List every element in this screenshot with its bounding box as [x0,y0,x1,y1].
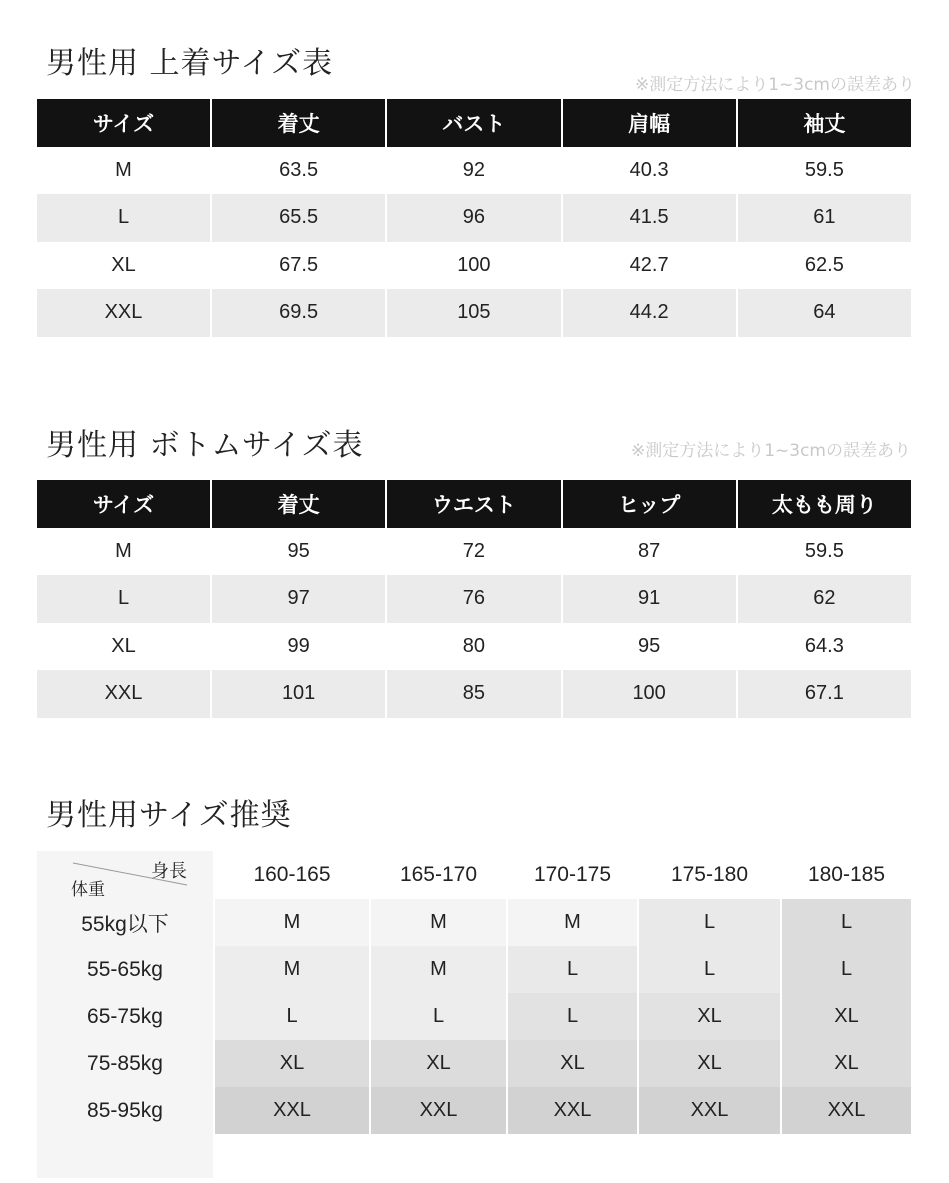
header-cell: ヒップ [563,480,736,528]
table-cell: XL [111,634,136,657]
height-range-header: 180-185 [807,863,886,886]
table-cell: 97 [212,575,385,623]
recommended-size-cell: L [508,946,637,993]
table-cell: 41.5 [563,194,736,242]
recommended-size-cell: XXL [782,1087,911,1134]
table-row [37,242,911,290]
recommended-size-cell: XL [508,1040,637,1087]
table-cell: 64 [738,289,911,337]
recommended-size-cell: XXL [639,1087,780,1134]
table-cell: 40.3 [629,158,669,181]
table-row [37,147,911,195]
table-row [37,194,911,242]
table-cell: 91 [563,575,736,623]
recommended-size-cell: XL [639,1040,780,1087]
weight-range-label: 65-75kg [87,1004,163,1028]
table-cell: M [115,158,132,181]
weight-range-label: 55kg以下 [81,912,169,936]
table-header-row [37,99,911,147]
weight-range-label: 55-65kg [87,957,163,981]
header-cell: 着丈 [212,480,385,528]
height-range-header: 175-180 [670,863,749,886]
table-cell: 99 [287,634,310,657]
header-cell: サイズ [37,480,210,528]
table-cell: 65.5 [212,194,385,242]
recommended-size-cell: L [639,946,780,993]
table-cell: 92 [462,158,485,181]
table-cell: 76 [387,575,560,623]
table-header-row [37,480,911,528]
height-range-header: 160-165 [253,863,331,886]
header-cell: 太もも周り [738,480,911,528]
weight-range-label: 85-95kg [87,1098,163,1122]
recommended-size-cell: L [782,946,911,993]
top-size-table [37,99,911,337]
table-cell: 96 [387,194,560,242]
recommended-size-cell: XL [371,1040,506,1087]
height-axis-label: 身長 [151,861,187,882]
header-cell: ウエスト [387,480,560,528]
table-cell: 100 [457,253,491,276]
height-range-header: 170-175 [533,863,612,886]
recommended-size-cell: XXL [371,1087,506,1134]
table-cell: 87 [638,539,661,562]
table-cell: 62 [738,575,911,623]
recommended-size-cell: M [215,946,369,993]
header-cell: 着丈 [212,99,385,147]
table-cell: XXL [37,289,210,337]
recommended-size-cell: M [508,899,637,946]
top-size-table-title: 男性用 上着サイズ表 [46,46,334,81]
table-cell: XL [111,253,136,276]
table-cell: 105 [387,289,560,337]
recommended-size-cell: L [508,993,637,1040]
size-recommendation-grid [37,851,911,1178]
table-cell: 67.1 [738,670,911,718]
top-measurement-note: ※測定方法により1~3cmの誤差あり [634,75,915,95]
recommended-size-cell: XL [782,1040,911,1087]
bottom-measurement-note: ※測定方法により1~3cmの誤差あり [630,441,911,461]
header-cell: 袖丈 [738,99,911,147]
recommended-size-cell: XL [639,993,780,1040]
table-cell: 72 [462,539,485,562]
recommended-size-cell: XXL [508,1087,637,1134]
table-row [37,670,911,718]
table-row [37,623,911,671]
table-cell: L [37,194,210,242]
table-cell: 42.7 [629,253,669,276]
table-cell: 80 [462,634,485,657]
table-row [37,289,911,337]
header-cell: バスト [387,99,560,147]
weight-axis-label: 体重 [71,880,105,900]
recommended-size-cell: XL [782,993,911,1040]
table-cell: M [115,539,132,562]
table-cell: 59.5 [804,539,844,562]
table-cell: 59.5 [804,158,844,181]
table-row [37,528,911,576]
recommended-size-cell: L [782,899,911,946]
table-cell: 95 [638,634,661,657]
recommended-size-cell: M [371,899,506,946]
size-recommendation-title: 男性用サイズ推奨 [46,798,292,833]
recommended-size-cell: L [371,993,506,1040]
recommended-size-cell: L [215,993,369,1040]
table-cell: 69.5 [212,289,385,337]
recommended-size-cell: XL [215,1040,369,1087]
table-cell: 62.5 [804,253,844,276]
table-cell: XXL [37,670,210,718]
table-cell: 67.5 [279,253,319,276]
bottom-size-table-title: 男性用 ボトムサイズ表 [46,428,364,463]
table-cell: 101 [212,670,385,718]
table-cell: 85 [387,670,560,718]
weight-range-label: 75-85kg [87,1051,163,1075]
header-cell: サイズ [37,99,210,147]
table-cell: 61 [738,194,911,242]
recommended-size-cell: L [639,899,780,946]
table-cell: 95 [287,539,310,562]
table-cell: 63.5 [279,158,319,181]
table-row [37,575,911,623]
recommended-size-cell: M [371,946,506,993]
header-cell: 肩幅 [563,99,736,147]
recommended-size-cell: XXL [215,1087,369,1134]
bottom-size-table [37,480,911,718]
table-cell: L [37,575,210,623]
table-cell: 100 [563,670,736,718]
corner-header [37,851,213,899]
table-cell: 64.3 [804,634,844,657]
recommended-size-cell: M [215,899,369,946]
table-cell: 44.2 [563,289,736,337]
height-range-header: 165-170 [399,863,478,886]
